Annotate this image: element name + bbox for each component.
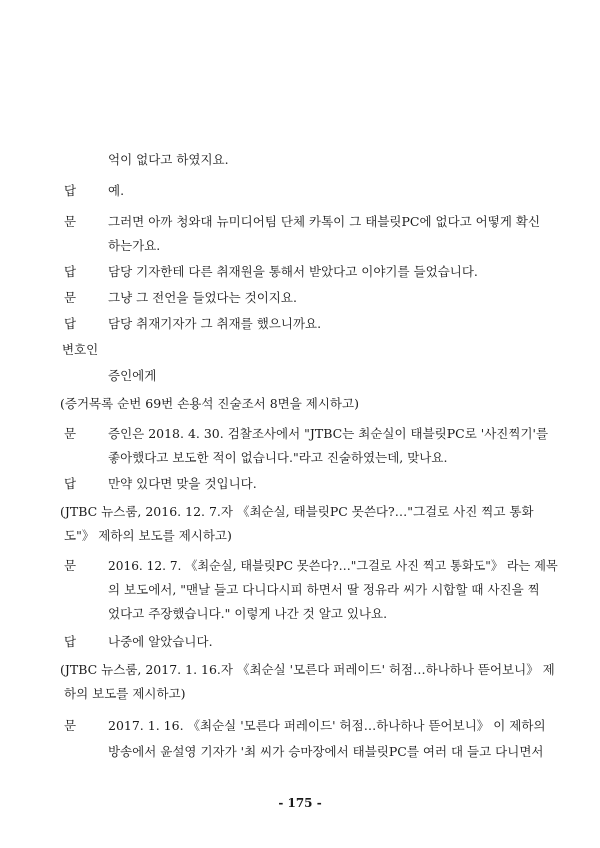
question-text: 그냥 그 전언을 들었다는 것이지요. [108, 290, 297, 305]
question-text-line3: 었다고 주장했습니다." 이렇게 나간 것 알고 있나요. [108, 606, 388, 621]
question-label: 문 [64, 718, 77, 733]
statement-text: 억이 없다고 하였지요. [108, 152, 229, 167]
evidence-note-line1: (JTBC 뉴스룸, 2017. 1. 16.자 《최순실 '모른다 퍼레이드' 허점…하나하나 뜯어보니》 제 [60, 662, 555, 677]
answer-text: 담당 기자한테 다른 취재원을 통해서 받았다고 이야기를 들었습니다. [108, 264, 478, 279]
question-label: 문 [64, 214, 77, 229]
question-text-line1: 그러면 아까 청와대 뉴미디어팀 단체 카톡이 그 태블릿PC에 없다고 어떻게 확신 [108, 214, 541, 229]
evidence-note-line2: 도"》 제하의 보도를 제시하고) [64, 528, 232, 543]
question-label: 문 [64, 426, 77, 441]
answer-label: 답 [64, 183, 77, 198]
question-text-line2: 하는가요. [108, 238, 161, 253]
evidence-note-line1: (JTBC 뉴스룸, 2016. 12. 7.자 《최순실, 태블릿PC 못쓴다?…"그걸로 사진 찍고 통화 [60, 504, 534, 519]
answer-label: 답 [64, 264, 77, 279]
answer-label: 답 [64, 634, 77, 649]
page-number: - 175 - [278, 796, 322, 810]
question-text-line2: 의 보도에서, "맨날 들고 다니다시피 하면서 딸 정유라 씨가 시합할 때 사진을 찍 [108, 582, 540, 597]
question-text-line2: 방송에서 윤설영 기자가 '최 씨가 승마장에서 태블릿PC를 여러 대 들고 다니면서 [108, 744, 544, 759]
answer-text: 담당 취재기자가 그 취재를 했으니까요. [108, 316, 322, 331]
answer-text: 예. [108, 183, 125, 198]
question-label: 문 [64, 290, 77, 305]
answer-label: 답 [64, 476, 77, 491]
question-text-line1: 증인은 2018. 4. 30. 검찰조사에서 "JTBC는 최순실이 태블릿PC로 '사진찍기'를 [108, 426, 549, 441]
question-label: 문 [64, 558, 77, 573]
answer-label: 답 [64, 316, 77, 331]
question-text-line1: 2016. 12. 7. 《최순실, 태블릿PC 못쓴다?…"그걸로 사진 찍고 통화도"》 라는 제목 [108, 558, 558, 573]
question-text-line2: 좋아했다고 보도한 적이 없습니다."라고 진술하였는데, 맞나요. [108, 450, 448, 465]
evidence-note-line2: 하의 보도를 제시하고) [64, 686, 186, 701]
addressee-text: 증인에게 [108, 368, 157, 383]
speaker-label: 변호인 [62, 342, 99, 357]
question-text-line1: 2017. 1. 16. 《최순실 '모른다 퍼레이드' 허점…하나하나 뜯어보니》 이 제하의 [108, 718, 546, 733]
answer-text: 만약 있다면 맞을 것입니다. [108, 476, 257, 491]
evidence-note-text: (증거목록 순번 69번 손용석 진술조서 8면을 제시하고) [60, 396, 359, 411]
answer-text: 나중에 알았습니다. [108, 634, 213, 649]
